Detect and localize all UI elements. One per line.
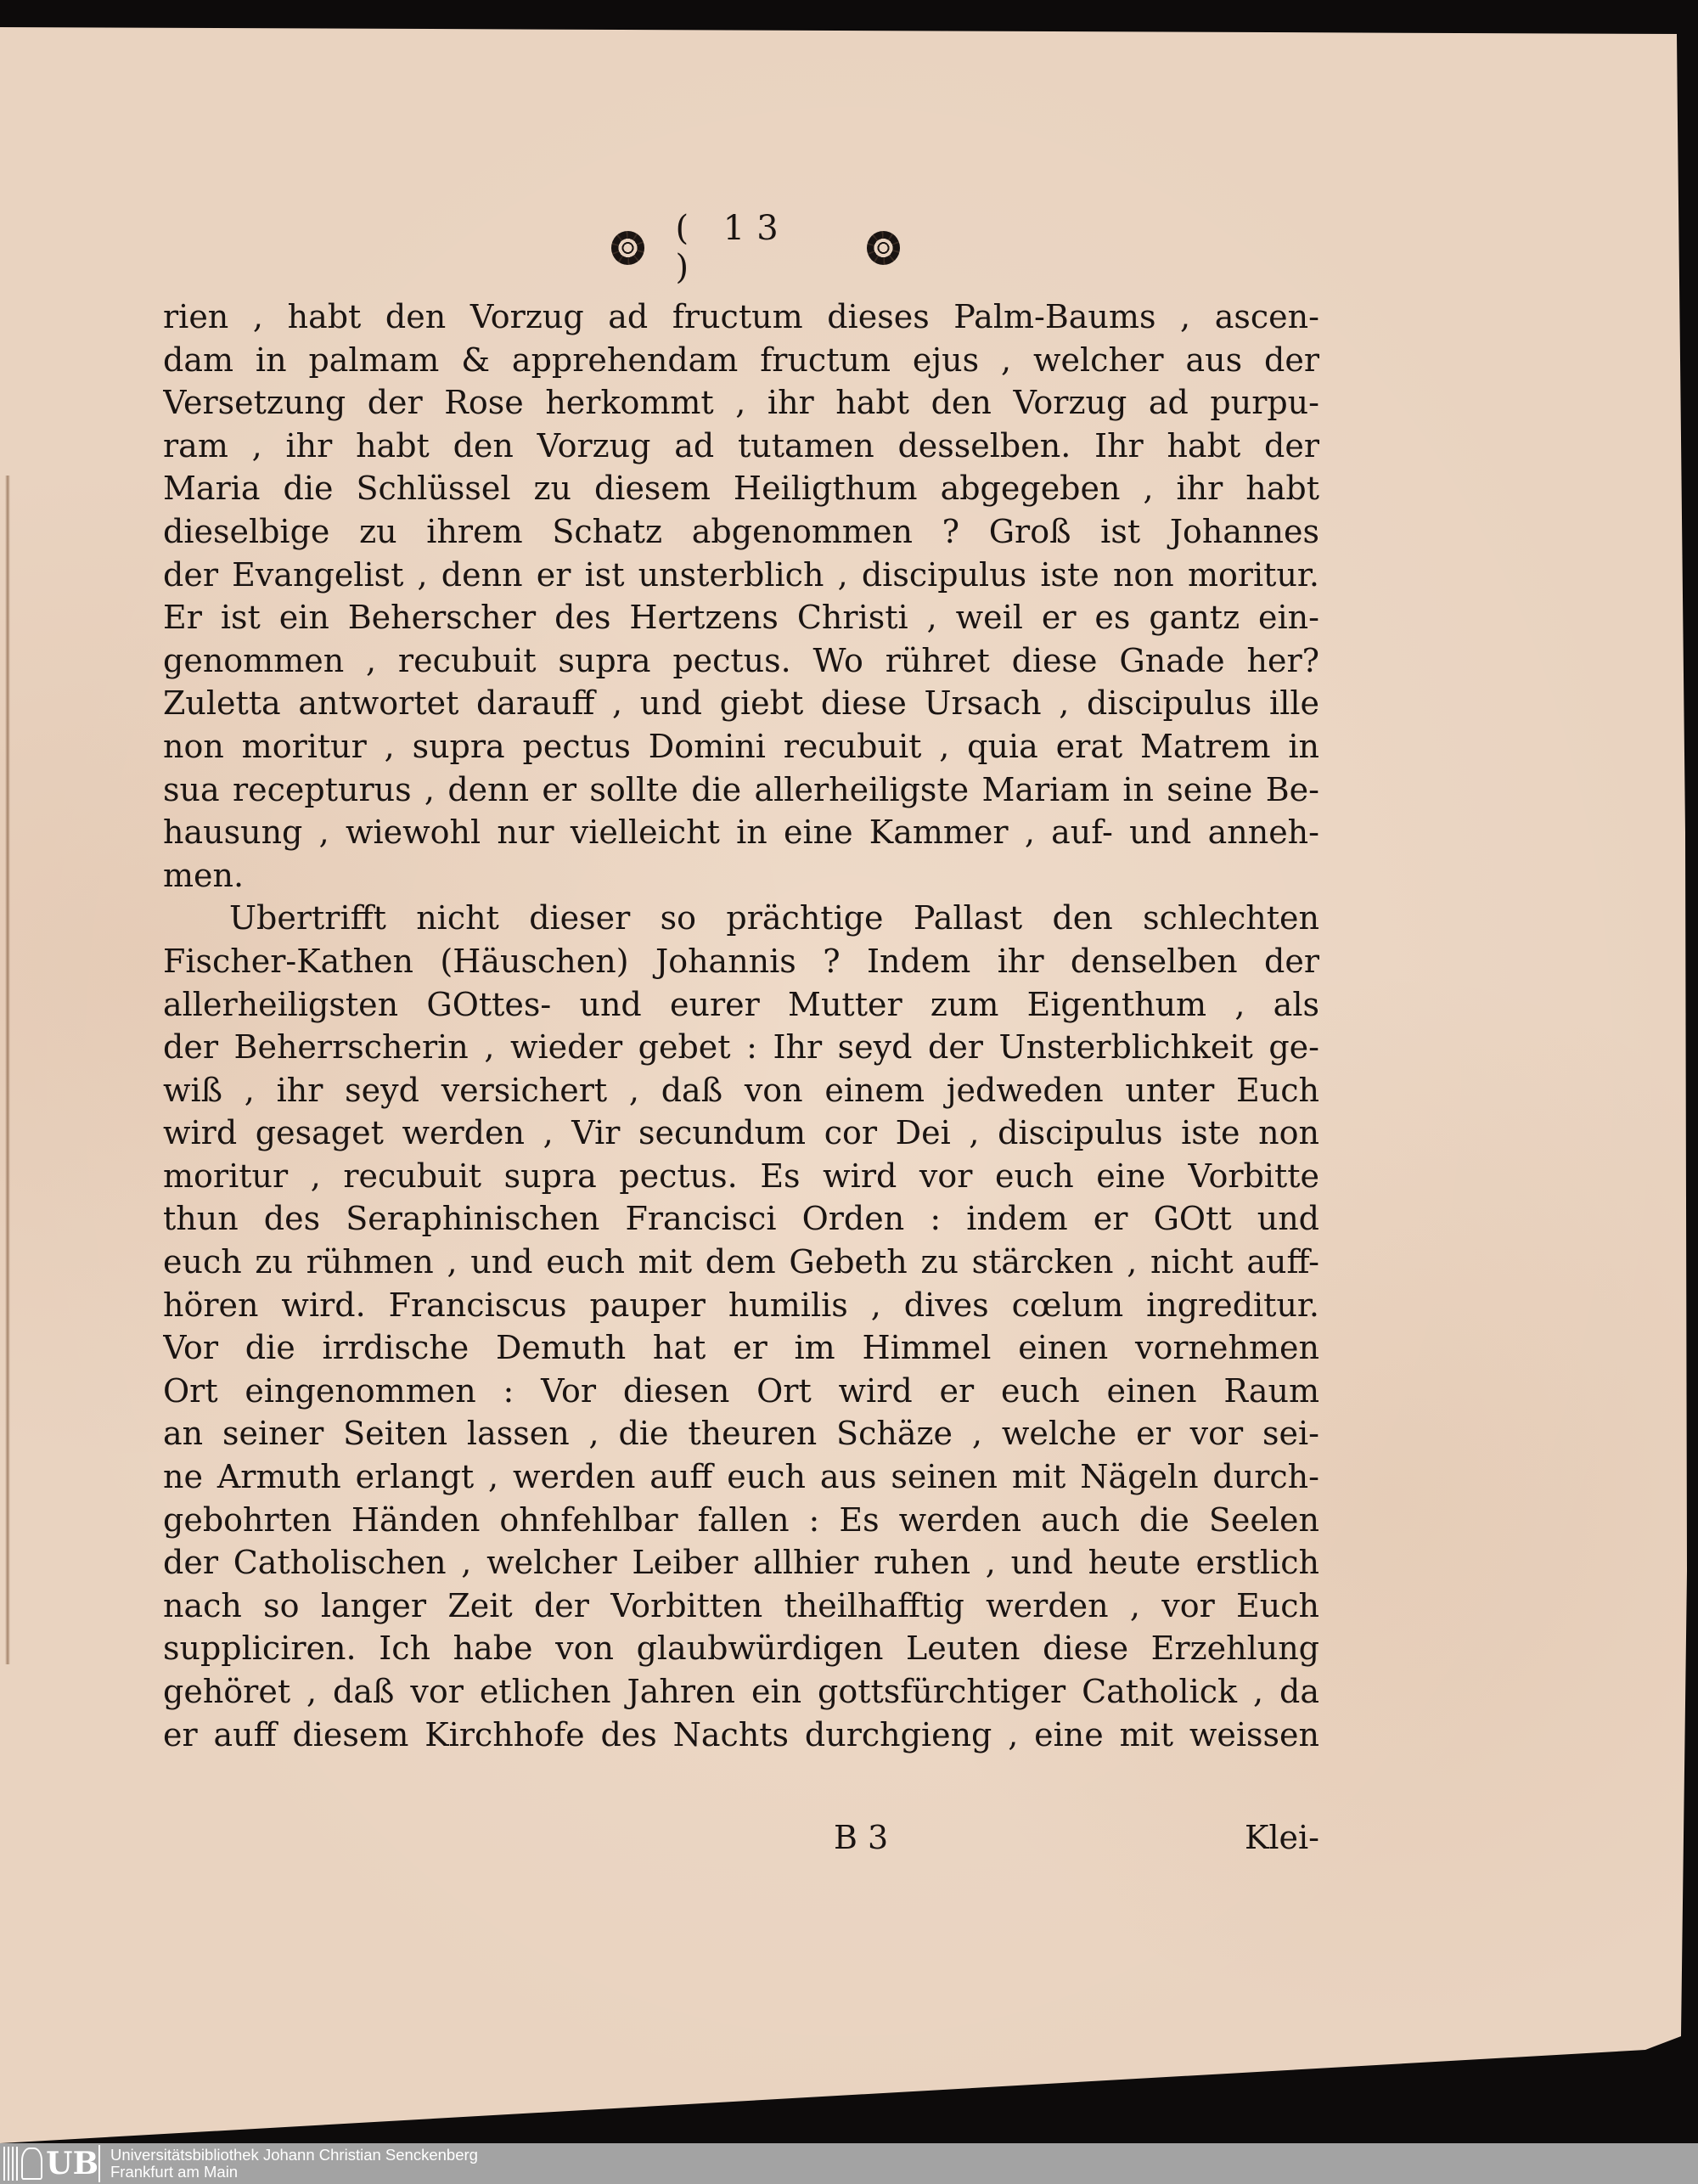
library-name-line2: Frankfurt am Main [110, 2163, 239, 2181]
rosette-ornament-right-icon [867, 231, 900, 265]
text-line: dieselbige zu ihrem Schatz abgenommen ? Groß ist Johannes [163, 512, 1319, 550]
catchword: Klei- [1244, 1819, 1319, 1856]
text-line: thun des Seraphinischen Francisci Orden : indem er GOtt und [163, 1200, 1319, 1238]
text-line: gebohrten Händen ohnfehlbar fallen : Es werden auch die Seelen [163, 1500, 1319, 1539]
text-line: gehöret , daß vor etlichen Jahren ein gottsfürchtiger Catholick , da [163, 1673, 1319, 1710]
body-text [163, 296, 1319, 1756]
columns-icon [3, 2147, 18, 2181]
text-line: an seiner Seiten lassen , die theuren Schäze , welche er vor sei- [163, 1415, 1319, 1453]
text-line: der Catholischen , welcher Leiber allhier ruhen , und heute erstlich [163, 1544, 1319, 1582]
text-line: Er ist ein Beherscher des Hertzens Christi , weil er es gantz ein- [163, 599, 1319, 637]
text-line: euch zu rühmen , und euch mit dem Gebeth zu stärcken , nicht auff- [163, 1243, 1319, 1281]
text-line: Ort eingenommen : Vor diesen Ort wird er euch einen Raum [163, 1371, 1319, 1410]
library-logo[interactable] [3, 2145, 100, 2182]
text-line: Fischer-Kathen (Häuschen) Johannis ? Indem ihr denselben der [163, 942, 1319, 980]
rosette-ornament-left-icon [611, 231, 644, 265]
text-line: der Evangelist , denn er ist unsterblich , discipulus iste non moritur. [163, 555, 1319, 594]
text-line: men. [163, 856, 245, 894]
text-line: Ubertrifft nicht dieser so prächtige Pallast den schlechten [229, 899, 1319, 937]
text-line: dam in palmam & apprehendam fructum ejus , welcher aus der [163, 341, 1319, 379]
page-header [611, 209, 900, 287]
text-line: non moritur , supra pectus Domini recubuit , quia erat Matrem in [163, 727, 1319, 765]
text-line: wiß , ihr seyd versichert , daß von einem jedweden unter Euch [163, 1071, 1319, 1109]
logo-letters: UB [46, 2146, 98, 2181]
text-line: der Beherrscherin , wieder gebet : Ihr seyd der Unsterblichkeit ge- [163, 1028, 1319, 1067]
text-line: sua recepturus , denn er sollte die allerheiligste Mariam in seine Be- [163, 770, 1319, 808]
text-line: er auff diesem Kirchhofe des Nachts durchgieng , eine mit weissen [163, 1715, 1319, 1753]
library-footer-bar [0, 2143, 1698, 2184]
text-line: moritur , recubuit supra pectus. Es wird vor euch eine Vorbitte [163, 1157, 1319, 1195]
portrait-icon [21, 2147, 42, 2180]
page-foot-marks [163, 1819, 1319, 1861]
signature-mark: B 3 [834, 1819, 889, 1856]
library-name-line1: Universitätsbibliothek Johann Christian Senckenberg [110, 2146, 478, 2164]
text-line: allerheiligsten GOttes- und eurer Mutter zum Eigenthum , als [163, 985, 1319, 1023]
page-number: ( 13 ) [675, 209, 790, 287]
text-line: ram , ihr habt den Vorzug ad tutamen desselben. Ihr habt der [163, 426, 1319, 464]
text-line: nach so langer Zeit der Vorbitten theilhafftig werden , vor Euch [163, 1586, 1319, 1624]
text-line: Vor die irrdische Demuth hat er im Himmel einen vornehmen [163, 1329, 1319, 1367]
text-line: hören wird. Franciscus pauper humilis , dives cœlum ingreditur. [163, 1286, 1319, 1324]
text-line: genommen , recubuit supra pectus. Wo rühret diese Gnade her? [163, 641, 1319, 679]
text-line: Zuletta antwortet darauff , und giebt diese Ursach , discipulus ille [163, 684, 1319, 723]
text-line: hausung , wiewohl nur vielleicht in eine Kammer , auf- und anneh- [163, 813, 1319, 852]
text-line: Maria die Schlüssel zu diesem Heiligthum abgegeben , ihr habt [163, 470, 1319, 508]
text-line: suppliciren. Ich habe von glaubwürdigen Leuten diese Erzehlung [163, 1630, 1319, 1668]
text-line: ne Armuth erlangt , werden auff euch aus seinen mit Nägeln durch- [163, 1458, 1319, 1496]
text-line: Versetzung der Rose herkommt , ihr habt den Vorzug ad purpu- [163, 384, 1319, 422]
library-name [110, 2147, 478, 2181]
page-gutter-shadow [5, 476, 10, 1664]
text-line: wird gesaget werden , Vir secundum cor Dei , discipulus iste non [163, 1114, 1319, 1152]
text-line: rien , habt den Vorzug ad fructum dieses Palm-Baums , ascen- [163, 298, 1319, 335]
